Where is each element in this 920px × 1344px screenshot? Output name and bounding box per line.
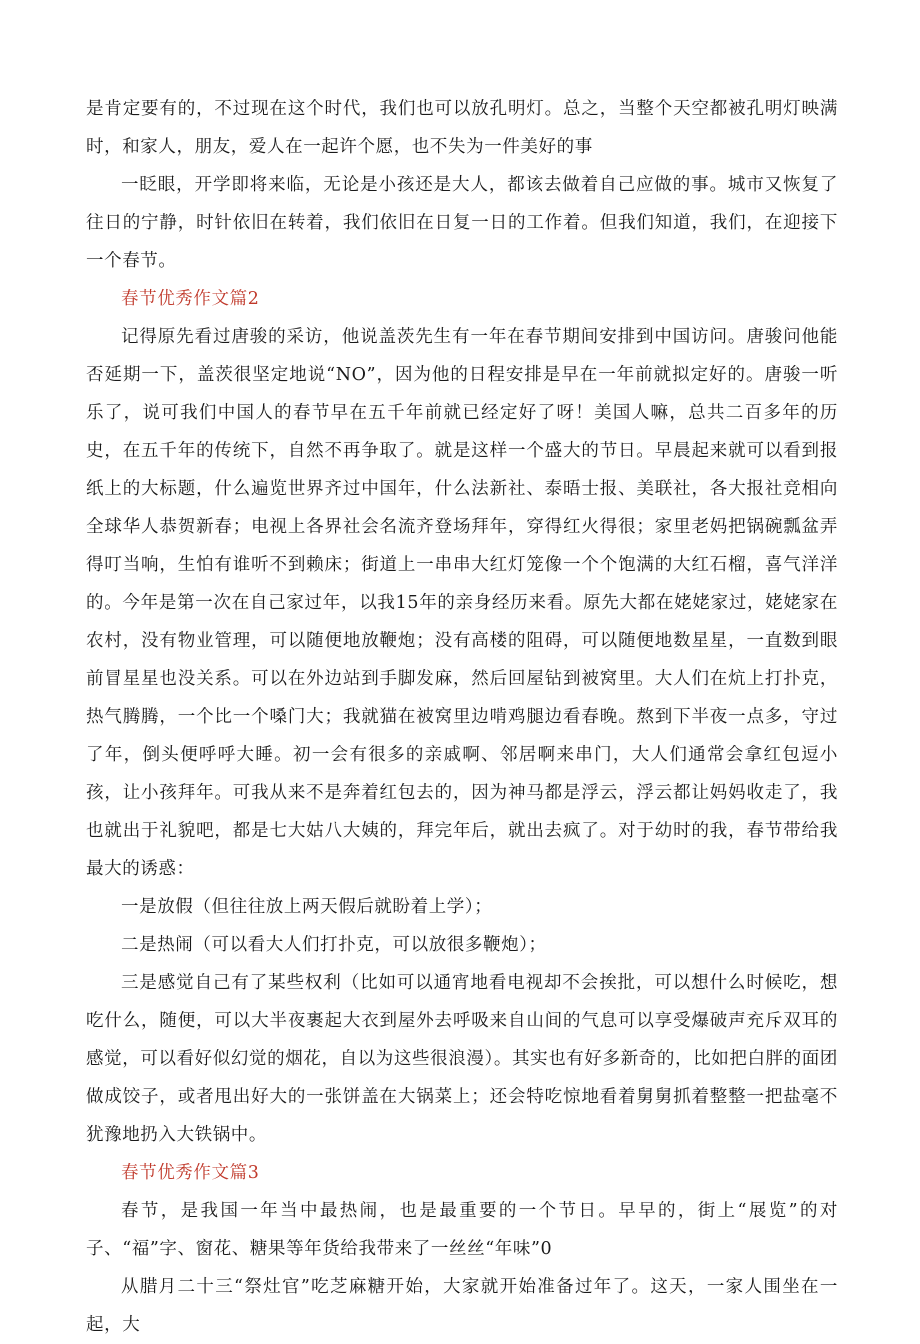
paragraph-list-item-2: 二是热闹（可以看大人们打扑克，可以放很多鞭炮）； — [121, 935, 547, 955]
paragraph-essay-2-main: 记得原先看过唐骏的采访，他说盖茨先生有一年在春节期间安排到中国访问。唐骏问他能否延期一下，盖茨很坚定地说“NO”，因为他的日程安排是早在一年前就拟定好的。唐骏一听乐了，说可我们中国人的春节早在五千年前就已经定好了呀！美国人嘛，总共二百多年的历史，在五千年的传统下，自然不再争取了。就是这样一个盛大的节日。早晨起来就可以看到报纸上的大标题，什么遍览世界齐过中国年，什么法新社、泰晤士报、美联社，各大报社竞相向全球华人恭贺新春；电视上各界社会名流齐登场拜年，穿得红火得很；家里老妈把锅碗瓢盆弄得叮当响，生怕有谁听不到赖床；街道上一串串大红灯笼像一个个饱满的大红石榴，喜气洋洋的。今年是第一次在自己家过年，以我15年的亲身经历来看。原先大都在姥姥家过，姥姥家在农村，没有物业管理，可以随便地放鞭炮；没有高楼的阻碍，可以随便地数星星，一直数到眼前冒星星也没关系。可以在外边站到手脚发麻，然后回屋钻到被窝里。大人们在炕上打扑克，热气腾腾，一个比一个嗓门大；我就猫在被窝里边啃鸡腿边看春晚。熬到下半夜一点多，守过了年，倒头便呼呼大睡。初一会有很多的亲戚啊、邻居啊来串门，大人们通常会拿红包逗小孩，让小孩拜年。可我从来不是奔着红包去的，因为神马都是浮云，浮云都让妈妈收走了，我也就出于礼貌吧，都是七大姑八大姨的，拜完年后，就出去疯了。对于幼时的我，春节带给我最大的诱惑： — [86, 327, 838, 879]
document-body — [86, 90, 838, 1344]
paragraph-essay-3-continued: 从腊月二十三“祭灶官”吃芝麻糖开始，大家就开始准备过年了。这天，一家人围坐在一起，大 — [86, 1277, 838, 1335]
section-heading-3: 春节优秀作文篇3 — [121, 1163, 260, 1183]
paragraph-new-semester: 一眨眼，开学即将来临，无论是小孩还是大人，都该去做着自己应做的事。城市又恢复了往日的宁静，时针依旧在转着，我们依旧在日复一日的工作着。但我们知道，我们，在迎接下一个春节。 — [86, 175, 838, 271]
paragraph-list-item-1: 一是放假（但往往放上两天假后就盼着上学）； — [121, 897, 493, 917]
paragraph-list-item-3: 三是感觉自己有了某些权利（比如可以通宵地看电视却不会挨批，可以想什么时候吃，想吃什么，随便，可以大半夜裹起大衣到屋外去呼吸来自山间的气息可以享受爆破声充斥双耳的感觉，可以看好似幻觉的烟花，自以为这些很浪漫）。其实也有好多新奇的，比如把白胖的面团做成饺子，或者甩出好大的一张饼盖在大锅菜上；还会特吃惊地看着舅舅抓着整整一把盐毫不犹豫地扔入大铁锅中。 — [86, 973, 838, 1145]
paragraph-continuation: 是肯定要有的，不过现在这个时代，我们也可以放孔明灯。总之，当整个天空都被孔明灯映满时，和家人，朋友，爱人在一起许个愿，也不失为一件美好的事 — [86, 99, 838, 157]
paragraph-essay-3-intro: 春节，是我国一年当中最热闹，也是最重要的一个节日。早早的，街上“展览”的对子、“福”字、窗花、糖果等年货给我带来了一丝丝“年味”0 — [86, 1201, 838, 1259]
section-heading-2: 春节优秀作文篇2 — [121, 289, 260, 309]
